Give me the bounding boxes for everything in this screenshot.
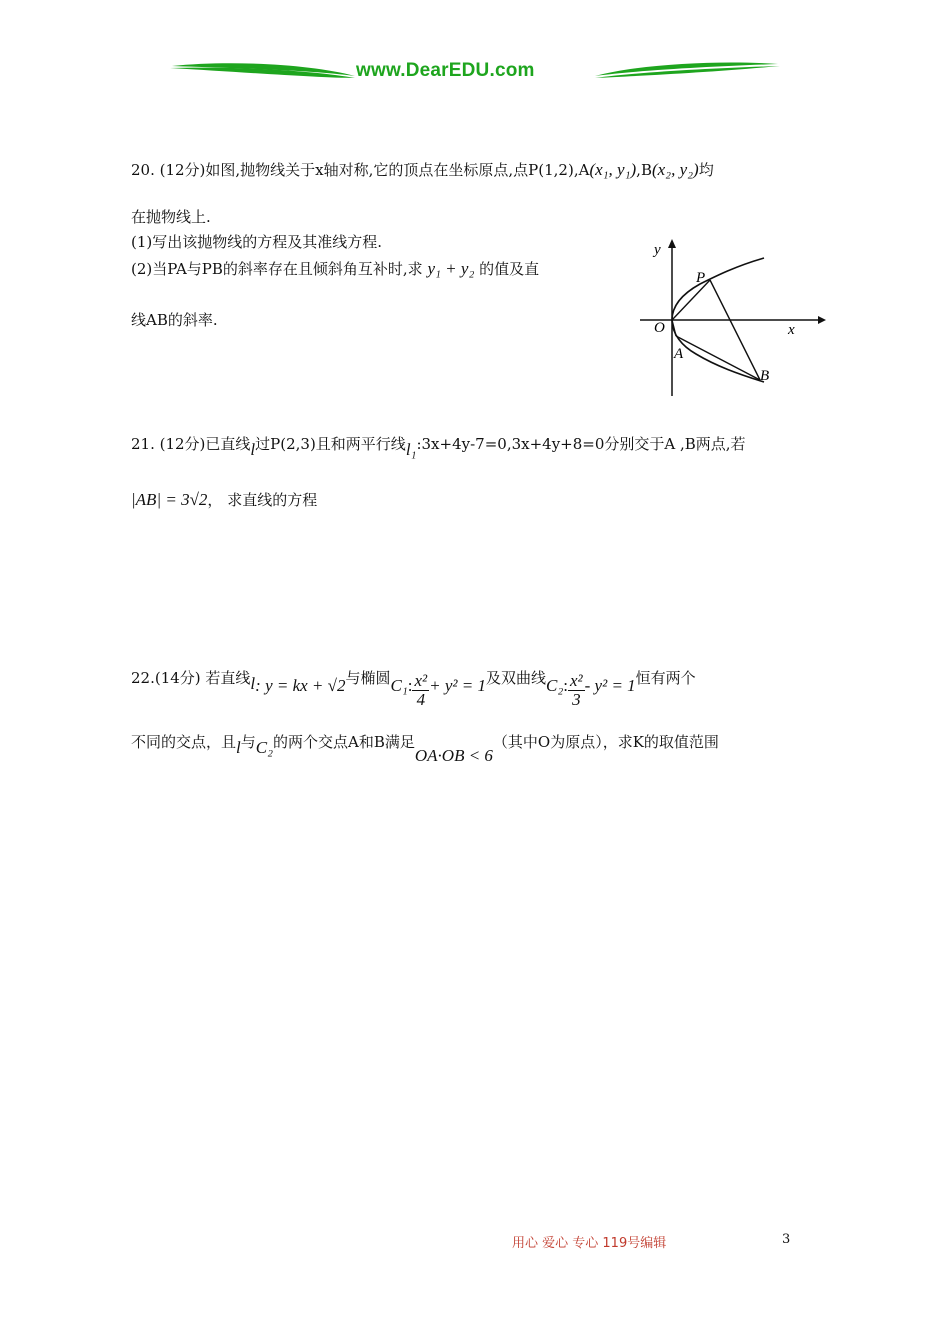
page-number: 3: [782, 1232, 791, 1247]
site-name: www.DearEDU.com: [356, 60, 535, 81]
q22-text-hyper: 及双曲线: [485, 669, 546, 687]
q22-line1-tail: 恒有两个: [635, 669, 696, 687]
q22-l-symbol-2: l: [236, 738, 241, 757]
q22-hyper-frac: [568, 672, 585, 709]
q22-text-2b: 与: [240, 733, 256, 751]
x-axis-arrow: [818, 316, 826, 324]
ellipse-den: 4: [416, 690, 426, 709]
footer-text: 用心 爱心 专心 119号编辑: [512, 1236, 667, 1251]
q22-line1: 22.(14分) 若直线l: y = kx + √2与椭圆C₁: $\frac{\text{x²}}{4}$ + y² = 1及双曲线C₂: $\frac{\text{x²}}{3}$ - y² = 1恒有两个: [131, 669, 696, 709]
p-label: P: [696, 270, 706, 286]
ellipse-num: x²: [414, 671, 428, 690]
q21-l1-symbol: l₁: [405, 440, 417, 459]
q21-line2-text: ， 求直线的方程: [207, 491, 318, 509]
q22-text-2c: 的两个交点A和B满足: [273, 733, 415, 751]
q20-line3: (1)写出该抛物线的方程及其准线方程.: [131, 233, 383, 251]
segment-ab: [676, 336, 760, 380]
q22-hyper-rest: - y² = 1: [584, 676, 636, 695]
q21-text-c: :3x+4y-7=0,3x+4y+8=0分别交于A ,B两点,若: [416, 435, 746, 453]
q22-c2: C₂: [546, 676, 564, 695]
parabola-figure: [632, 236, 828, 400]
q22-l-symbol: l: [250, 674, 256, 693]
hyper-den: 3: [572, 690, 581, 709]
q21-line2: [131, 490, 317, 510]
b-label: B: [760, 368, 770, 384]
q20-line1: [131, 160, 714, 180]
q22-c1: C₁: [390, 676, 408, 695]
x-label: x: [788, 322, 795, 338]
q20-line4-text: (2)当PA与PB的斜率存在且倾斜角互补时,求: [131, 260, 423, 278]
q20-y-sum: y₁ + y₂: [427, 259, 475, 278]
q21-l-symbol: l: [250, 440, 256, 459]
segment-pa: [672, 280, 710, 320]
a-label: A: [674, 346, 684, 362]
q22-ellipse-frac: [412, 672, 429, 709]
q22-c2-2: C₂: [255, 738, 274, 757]
origin-label: O: [654, 320, 665, 336]
q20-line2: 在抛物线上.: [131, 208, 211, 226]
q22-line2: [131, 732, 719, 766]
q22-text-a: 22.(14分) 若直线: [131, 669, 251, 687]
q20-text: 20. (12分)如图,抛物线关于x轴对称,它的顶点在坐标原点,点P(1,2),A: [131, 161, 590, 179]
q20-tail: 均: [698, 161, 714, 179]
q21-line1: [131, 434, 746, 460]
q22-text-2d: （其中O为原点），求K的取值范围: [492, 733, 719, 751]
q20-line4: [131, 259, 539, 279]
q21-text-b: 过P(2,3)且和两平行线: [255, 435, 406, 453]
q20-a-coord: (x₁, y₁): [589, 160, 637, 179]
y-axis-arrow: [668, 239, 676, 248]
q22-ellipse-rest: + y² = 1: [429, 676, 486, 695]
q20-line4-tail: 的值及直: [479, 260, 540, 278]
y-label: y: [654, 242, 661, 258]
q21-ab-expr: |AB| = 3√2: [131, 490, 208, 509]
q20-b-coord: (x₂, y₂): [651, 160, 699, 179]
hyper-num: x²: [569, 671, 583, 690]
q22-text-ellipse: 与椭圆: [345, 669, 391, 687]
q22-text-2a: 不同的交点，且: [131, 733, 237, 751]
q21-text-a: 21. (12分)已直线: [131, 435, 251, 453]
q22-line-eq: : y = kx + √2: [255, 676, 346, 695]
q22-dot-expr: OA·OB < 6: [414, 746, 493, 765]
q20-line5: 线AB的斜率.: [131, 311, 218, 329]
q20-b-prefix: ,B: [636, 161, 652, 179]
